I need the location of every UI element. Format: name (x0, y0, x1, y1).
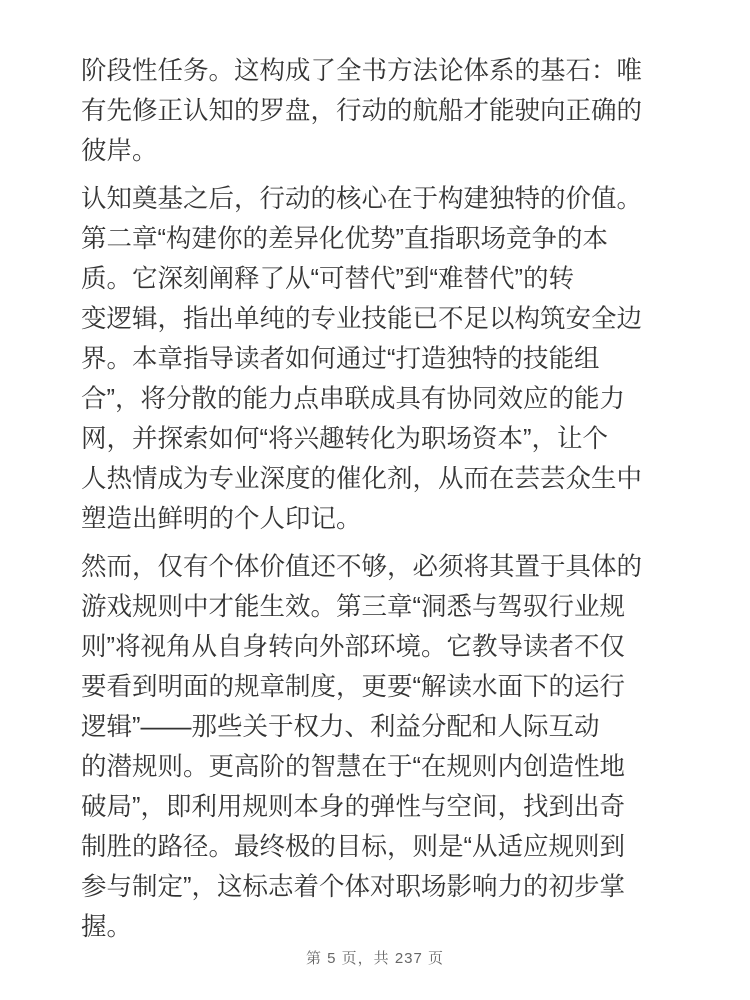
text-line: 游戏规则中才能生效。第三章“洞悉与驾驭行业规 (81, 593, 625, 621)
text-line: 变逻辑，指出单纯的专业技能已不足以构筑安全边 (81, 305, 643, 333)
text-line: 网，并探索如何“将兴趣转化为职场资本”，让个 (81, 425, 608, 453)
paragraph (81, 547, 673, 947)
text-line: 的潜规则。更高阶的智慧在于“在规则内创造性地 (81, 753, 625, 781)
text-line: 认知奠基之后，行动的核心在于构建独特的价值。 (81, 185, 643, 213)
page-indicator: 第 5 页，共 237 页 (305, 950, 445, 967)
text-line: 合”，将分散的能力点串联成具有协同效应的能力 (81, 385, 625, 413)
text-line: 彼岸。 (81, 137, 158, 165)
text-line: 阶段性任务。这构成了全书方法论体系的基石：唯 (81, 57, 643, 85)
paragraph (81, 51, 673, 171)
text-line: 人热情成为专业深度的催化剂，从而在芸芸众生中 (81, 465, 643, 493)
text-line: 则”将视角从自身转向外部环境。它教导读者不仅 (81, 633, 625, 661)
text-line: 破局”，即利用规则本身的弹性与空间，找到出奇 (81, 793, 625, 821)
text-line: 界。本章指导读者如何通过“打造独特的技能组 (81, 345, 600, 373)
text-line: 制胜的路径。最终极的目标，则是“从适应规则到 (81, 833, 625, 861)
text-line: 握。 (81, 913, 133, 941)
text-line: 然而，仅有个体价值还不够，必须将其置于具体的 (81, 553, 643, 581)
text-line: 逻辑”——那些关于权力、利益分配和人际互动 (81, 713, 600, 741)
text-line: 有先修正认知的罗盘，行动的航船才能驶向正确的 (81, 97, 643, 125)
text-line: 参与制定”，这标志着个体对职场影响力的初步掌 (81, 873, 625, 901)
text-line: 第二章“构建你的差异化优势”直指职场竞争的本 (81, 225, 608, 253)
text-line: 质。它深刻阐释了从“可替代”到“难替代”的转 (81, 265, 574, 293)
paragraph (81, 179, 673, 539)
text-line: 塑造出鲜明的个人印记。 (81, 505, 362, 533)
text-content (81, 51, 673, 955)
text-line: 要看到明面的规章制度，更要“解读水面下的运行 (81, 673, 625, 701)
